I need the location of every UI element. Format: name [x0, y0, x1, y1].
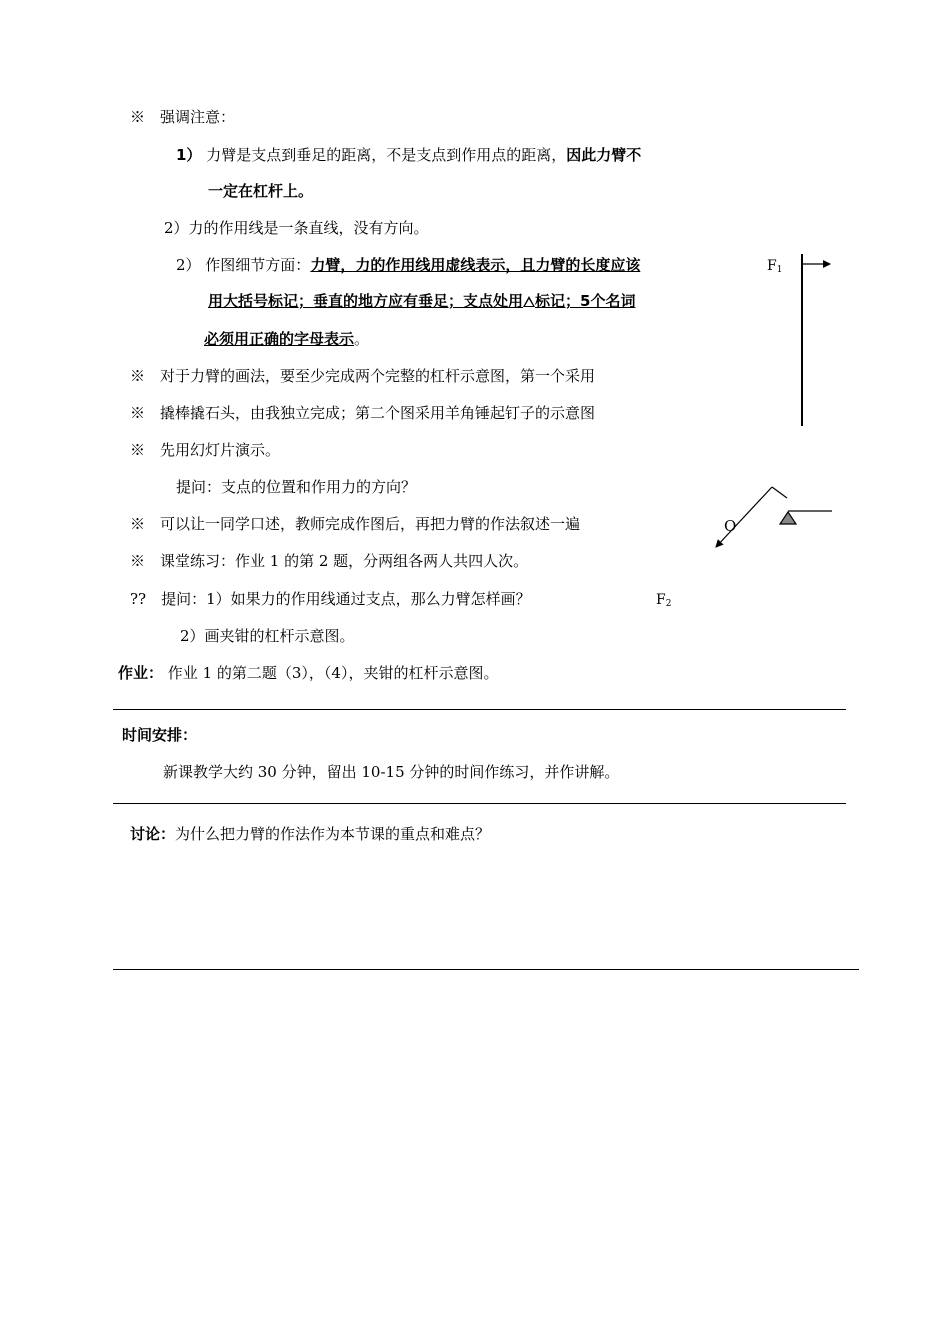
list-item: ※ 撬棒撬石头，由我独立完成；第二个图采用羊角锤起钉子的示意图: [130, 404, 596, 422]
point-3-line-1: 力臂，力的作用线用虚线表示，且力臂的长度应该: [310, 256, 641, 274]
homework-label: 作业：: [118, 664, 164, 682]
homework-text: 作业 1 的第二题（3），（4），夹钳的杠杆示意图。: [167, 664, 499, 682]
list-item: ?? 提问：1）如果力的作用线通过支点，那么力臂怎样画？: [130, 590, 531, 608]
point-1-text: 力臂是支点到垂足的距离，不是支点到作用点的距离，: [206, 146, 567, 164]
point-3-prefix: 2） 作图细节方面：: [176, 256, 311, 274]
list-item: ※ 可以让一同学口述，教师完成作图后，再把力臂的作法叙述一遍: [130, 515, 581, 533]
fulcrum-icon: [780, 512, 796, 524]
emphasis-header: ※ 强调注意：: [130, 108, 236, 126]
list-item: ※ 对于力臂的画法，要至少完成两个完整的杠杆示意图，第一个采用: [130, 367, 596, 385]
schedule-text: 新课教学大约 30 分钟，留出 10-15 分钟的时间作练习，并作讲解。: [163, 763, 620, 781]
point-1-number: 1）: [176, 146, 202, 164]
point-1-continuation: 一定在杠杆上。: [208, 182, 314, 200]
list-item: 2）画夹钳的杠杆示意图。: [180, 627, 355, 645]
list-item: ※ 课堂练习：作业 1 的第 2 题，分两组各两人共四人次。: [130, 552, 529, 570]
o-label: O: [724, 517, 737, 535]
f2-label: F2: [656, 592, 672, 609]
lever-short-arm: [772, 487, 787, 498]
f1-label: F1: [767, 258, 783, 275]
schedule-label: 时间安排：: [122, 726, 198, 744]
emphasis-point-2: 2）力的作用线是一条直线，没有方向。: [164, 219, 429, 237]
list-item: 提问：支点的位置和作用力的方向？: [176, 478, 417, 496]
point-3-line-3-text: 必须用正确的字母表示: [204, 330, 355, 348]
discussion-text: 为什么把力臂的作法作为本节课的重点和难点？: [175, 825, 491, 843]
discussion-label: 讨论：: [130, 825, 176, 843]
list-item: ※ 先用幻灯片演示。: [130, 441, 281, 459]
point-3-line-3-end: 。: [354, 330, 370, 348]
point-1-bold: 因此力臂不: [566, 146, 642, 164]
point-3-line-2b: 标记；5个名词: [535, 292, 636, 310]
point-3-line-2a: 用大括号标记；垂直的地方应有垂足；支点处用: [208, 292, 524, 310]
